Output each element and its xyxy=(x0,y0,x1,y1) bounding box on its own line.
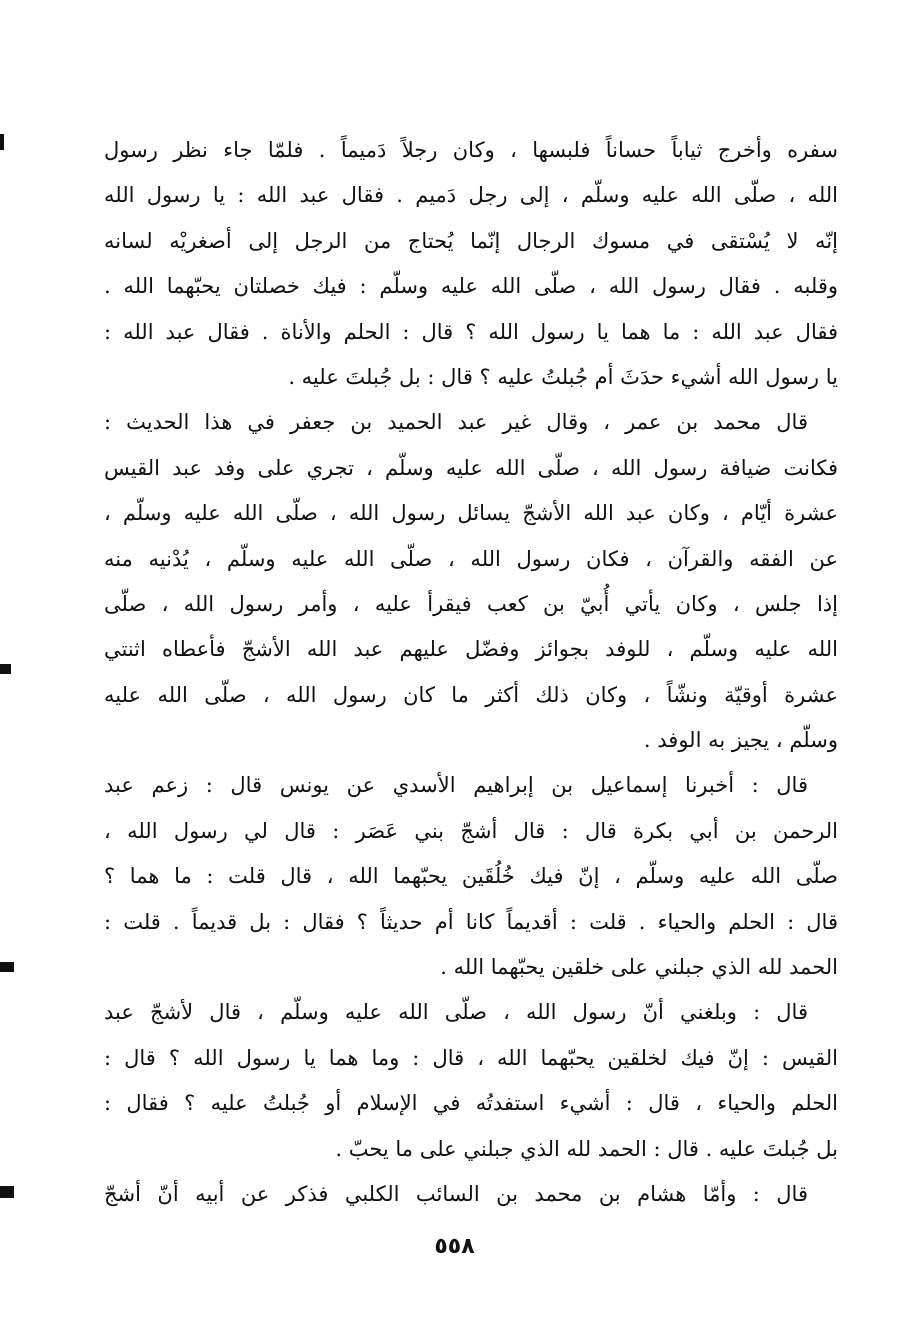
paragraph-5 xyxy=(104,1172,838,1217)
text-line: فكانت ضيافة رسول الله ، صلّى الله عليه وسلّم ، تجري على وفد عبد القيس xyxy=(104,455,838,480)
text-line: صلّى الله عليه وسلّم ، إنّ فيك خُلُقَين يحبّهما الله ، قال قلت : ما هما ؟ xyxy=(104,864,838,889)
text-line: إذا جلس ، وكان يأتي أُبيّ بن كعب فيقرأ عليه ، وأمر رسول الله ، صلّى xyxy=(104,591,838,616)
text-line: يا رسول الله أشيء حدَثَ أم جُبلتُ عليه ؟ قال : بل جُبلتَ عليه . xyxy=(288,364,838,389)
text-line: الحمد لله الذي جبلني على خلقين يحبّهما الله . xyxy=(440,955,838,980)
paragraph-1 xyxy=(104,128,838,400)
text-line: قال : وأمّا هشام بن محمد بن السائب الكلبي فذكر عن أبيه أنّ أشجّ xyxy=(104,1181,808,1206)
text-line: عشرة أوقيّة ونشّاً ، وكان ذلك أكثر ما كان رسول الله ، صلّى الله عليه xyxy=(104,682,838,707)
scan-edge-mark xyxy=(0,962,14,972)
text-line: قال : أخبرنا إسماعيل بن إبراهيم الأسدي عن يونس قال : زعم عبد xyxy=(104,773,808,798)
text-line: بل جُبلتَ عليه . قال : الحمد لله الذي جبلني على ما يحبّ . xyxy=(335,1136,838,1161)
paragraph-3 xyxy=(104,763,838,990)
text-line: الحلم والحياء ، قال : أشيء استفدتُه في الإسلام أو جُبلتُ عليه ؟ فقال : xyxy=(104,1091,838,1116)
text-line: وقلبه . فقال رسول الله ، صلّى الله عليه وسلّم : فيك خصلتان يحبّهما الله . xyxy=(104,274,838,299)
text-line: الله ، صلّى الله عليه وسلّم ، إلى رجل دَميم . فقال عبد الله : يا رسول الله xyxy=(104,183,838,208)
paragraph-4 xyxy=(104,990,838,1172)
scan-edge-mark xyxy=(0,134,4,150)
text-line: الرحمن بن أبي بكرة قال : قال أشجّ بني عَصَر : قال لي رسول الله ، xyxy=(104,818,838,843)
text-line: قال : الحلم والحياء . قلت : أقديماً كانا أم حديثاً ؟ فقال : بل قديماً . قلت : xyxy=(104,909,838,934)
scan-edge-mark xyxy=(0,664,11,674)
text-line: وسلّم ، يجيز به الوفد . xyxy=(643,728,838,753)
page-body xyxy=(104,128,838,1217)
text-line: القيس : إنّ فيك لخلقين يحبّهما الله ، قال : وما هما يا رسول الله ؟ قال : xyxy=(104,1045,838,1070)
text-line: عشرة أيّام ، وكان عبد الله الأشجّ يسائل رسول الله ، صلّى الله عليه وسلّم ، xyxy=(104,501,838,526)
page-number: ٥٥٨ xyxy=(434,1234,475,1259)
text-line: الله عليه وسلّم ، للوفد بجوائز وفضّل عليهم عبد الله الأشجّ فأعطاه اثنتي xyxy=(104,637,838,662)
paragraph-2 xyxy=(104,400,838,763)
text-line: فقال عبد الله : ما هما يا رسول الله ؟ قال : الحلم والأناة . فقال عبد الله : xyxy=(104,319,838,344)
text-line: عن الفقه والقرآن ، فكان رسول الله ، صلّى الله عليه وسلّم ، يُدْنيه منه xyxy=(104,546,838,571)
text-line: إنّه لا يُسْتقى في مسوك الرجال إنّما يُحتاج من الرجل إلى أصغريْه لسانه xyxy=(104,228,838,253)
text-line: قال محمد بن عمر ، وقال غير عبد الحميد بن جعفر في هذا الحديث : xyxy=(104,410,808,435)
text-line: سفره وأخرج ثياباً حساناً فلبسها ، وكان رجلاً دَميماً . فلمّا جاء نظر رسول xyxy=(104,138,838,162)
text-line: قال : وبلغني أنّ رسول الله ، صلّى الله عليه وسلّم ، قال لأشجّ عبد xyxy=(104,1000,808,1025)
scan-edge-mark xyxy=(0,1186,14,1198)
